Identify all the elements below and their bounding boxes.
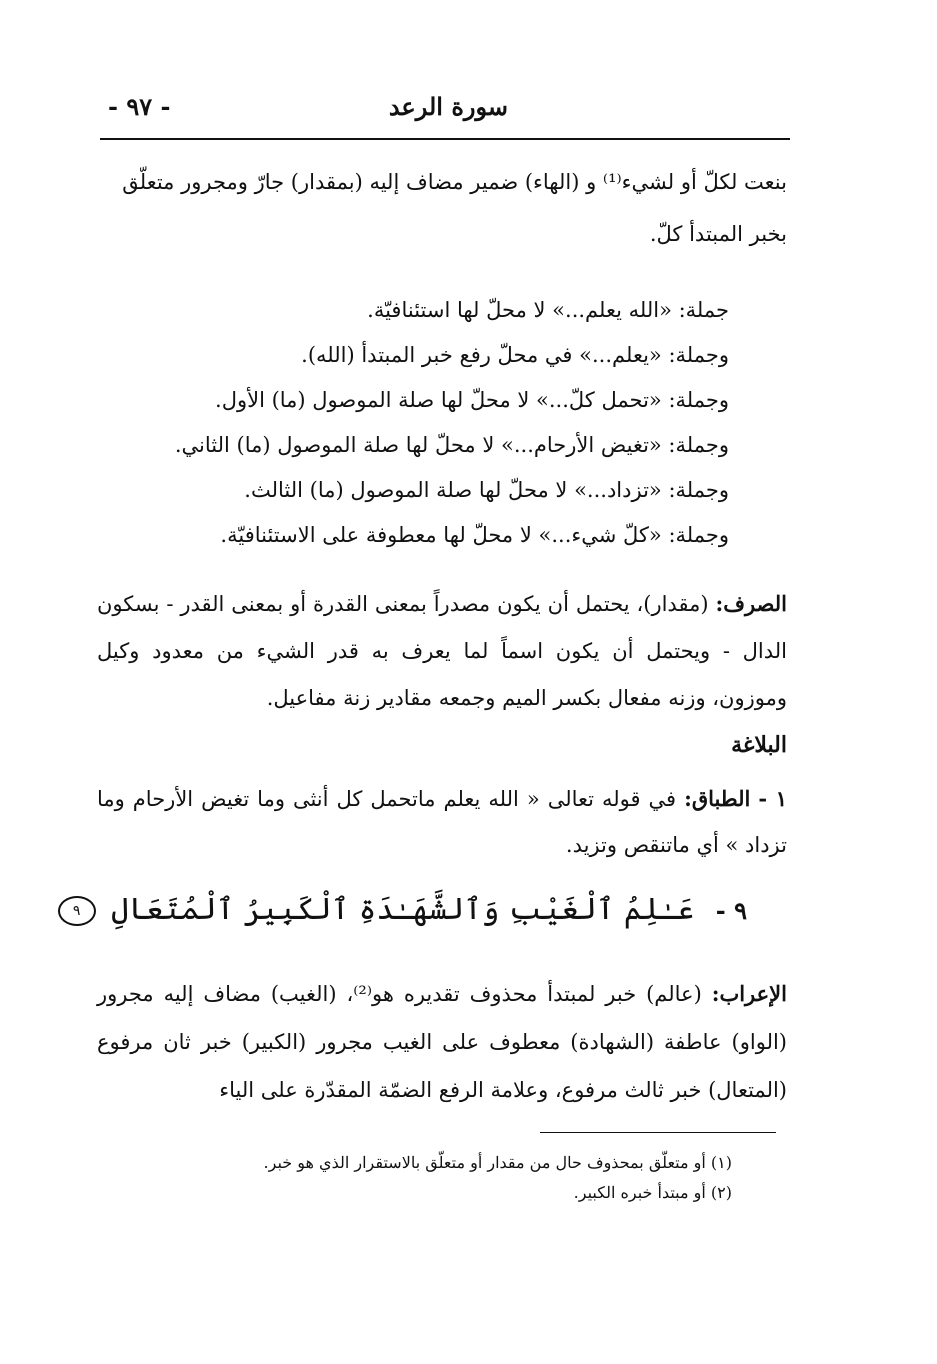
verse-number: ٩ - — [715, 896, 747, 925]
list-item: وجملة: «تزداد...» لا محلّ لها صلة الموصول (ما) الثالث. — [244, 478, 729, 502]
tibaq-number: ١ - — [758, 786, 787, 811]
intro-line-2: بخبر المبتدأ كلّ. — [649, 222, 787, 246]
list-item: وجملة: «تغيض الأرحام...» لا محلّ لها صلة الموصول (ما) الثاني. — [174, 433, 729, 457]
quran-verse — [58, 892, 747, 927]
list-item: وجملة: «يعلم...» في محلّ رفع خبر المبتدأ (الله). — [301, 343, 729, 367]
tibaq-text: في قوله تعالى « الله يعلم ماتحمل كل أنثى وما تغيض الأرحام وما تزداد » أي ماتنقص وتزيد. — [97, 787, 787, 857]
irab-paragraph — [97, 970, 787, 1114]
header-divider — [100, 138, 790, 140]
intro-line-1: بنعت لكلّ أو لشيء⁽¹⁾ و (الهاء) ضمير مضاف إليه (بمقدار) جارّ ومجرور متعلّق — [122, 170, 787, 194]
ayah-end-marker: ٩ — [58, 896, 96, 926]
verse-text: عَـٰلِمُ ٱلْغَيْبِ وَٱلشَّهَـٰدَةِ ٱلْكَبِيرُ ٱلْمُتَعَالِ — [111, 892, 695, 927]
list-item: وجملة: «تحمل كلّ...» لا محلّ لها صلة الموصول (ما) الأول. — [215, 388, 729, 412]
footnote-divider — [540, 1132, 776, 1133]
sarf-text: (مقدار)، يحتمل أن يكون مصدراً بمعنى القدرة أو بمعنى القدر - بسكون الدال - ويحتمل أن يكون اسماً لما يعرف به قدر الشيء من معدود وكيل وموزون، وزنه مفعال بكسر الميم وجمعه مقادير زنة مفاعيل. — [97, 592, 787, 710]
page-title: سورة الرعد — [388, 92, 508, 121]
list-item: جملة: «الله يعلم...» لا محلّ لها استئنافيّة. — [367, 298, 729, 322]
irab-label: الإعراب: — [711, 981, 787, 1006]
list-item: وجملة: «كلّ شيء...» لا محلّ لها معطوفة على الاستئنافيّة. — [220, 523, 729, 547]
irab-text: (عالم) خبر لمبتدأ محذوف تقديره هو⁽²⁾، (الغيب) مضاف إليه مجرور (الواو) عاطفة (الشهادة) معطوف على الغيب مجرور (الكبير) خبر ثان مرفوع (المتعال) خبر ثالث مرفوع، وعلامة الرفع الضمّة المقدّرة على الياء — [97, 982, 787, 1102]
balagha-heading: البلاغة — [731, 732, 787, 758]
tibaq-label: الطباق: — [684, 786, 751, 811]
page-number: - ٩٧ - — [108, 92, 171, 121]
tibaq-paragraph — [97, 776, 787, 868]
sarf-paragraph — [97, 580, 787, 722]
footnote-2: (٢) أو مبتدأ خبره الكبير. — [573, 1183, 732, 1202]
sarf-label: الصرف: — [715, 591, 787, 616]
footnotes — [264, 1148, 732, 1208]
sentence-analysis-list — [89, 288, 729, 558]
page-header — [100, 84, 790, 134]
footnote-1: (١) أو متعلّق بمحذوف حال من مقدار أو متعلّق بالاستقرار الذي هو خبر. — [263, 1153, 732, 1172]
